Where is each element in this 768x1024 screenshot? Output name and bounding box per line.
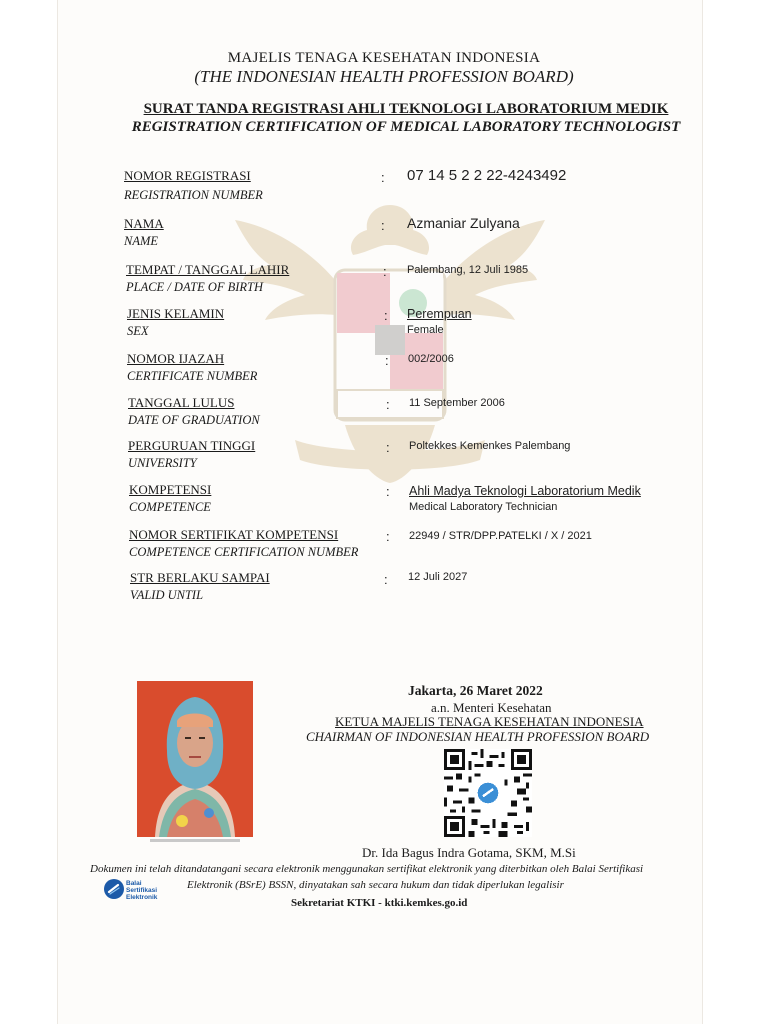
label-registration-english: REGISTRATION NUMBER (124, 188, 263, 202)
holder-portrait-icon (137, 681, 253, 837)
on-behalf-of: a.n. Menteri Kesehatan (431, 700, 552, 715)
label-certificate: NOMOR IJAZAH (127, 351, 225, 366)
separator-colon: : (381, 170, 385, 185)
secretariat-contact: Sekretariat KTKI - ktki.kemkes.go.id (291, 897, 468, 909)
board-name-english: (THE INDONESIAN HEALTH PROFESSION BOARD) (194, 67, 574, 86)
value-registration-number: 07 14 5 2 2 22-4243492 (407, 167, 567, 184)
certificate-title-english: REGISTRATION CERTIFICATION OF MEDICAL LABORATORY TECHNOLOGIST (131, 119, 681, 135)
value-competence-english: Medical Laboratory Technician (409, 501, 558, 513)
qr-code-icon (444, 749, 532, 837)
label-graduation: TANGGAL LULUS (128, 395, 235, 410)
value-name: Azmaniar Zulyana (407, 215, 520, 231)
label-university-english: UNIVERSITY (128, 456, 197, 470)
issue-place-date: Jakarta, 26 Maret 2022 (408, 683, 543, 698)
value-sex-english: Female (407, 324, 444, 336)
label-competence-cert-english: COMPETENCE CERTIFICATION NUMBER (129, 545, 359, 559)
label-birth: TEMPAT / TANGGAL LAHIR (126, 262, 290, 277)
separator-colon: : (385, 353, 389, 368)
signer-name: Dr. Ida Bagus Indra Gotama, SKM, M.Si (362, 845, 576, 860)
bsre-mark-icon (103, 878, 125, 900)
value-certificate: 002/2006 (408, 353, 454, 365)
holder-photo (137, 681, 253, 837)
board-name: MAJELIS TENAGA KESEHATAN INDONESIA (227, 50, 541, 66)
value-graduation: 11 September 2006 (409, 397, 505, 409)
value-sex: Perempuan (407, 307, 472, 321)
label-certificate-english: CERTIFICATE NUMBER (127, 369, 258, 383)
separator-colon: : (384, 308, 388, 323)
separator-colon: : (386, 440, 390, 455)
label-name: NAMA (124, 216, 164, 231)
bsre-logo-text: Balai Sertifikasi Elektronik (126, 880, 158, 901)
value-valid-until: 12 Juli 2027 (408, 571, 468, 583)
label-graduation-english: DATE OF GRADUATION (128, 413, 260, 427)
separator-colon: : (386, 484, 390, 499)
label-competence-cert: NOMOR SERTIFIKAT KOMPETENSI (129, 527, 339, 542)
photo-caption-strip (150, 839, 240, 842)
value-competence-cert: 22949 / STR/DPP.PATELKI / X / 2021 (409, 530, 592, 542)
label-sex-english: SEX (127, 324, 149, 338)
separator-colon: : (386, 529, 390, 544)
value-birth: Palembang, 12 Juli 1985 (407, 264, 529, 276)
signer-role: KETUA MAJELIS TENAGA KESEHATAN INDONESIA (335, 714, 644, 729)
label-university: PERGURUAN TINGGI (128, 438, 256, 453)
certificate-title: SURAT TANDA REGISTRASI AHLI TEKNOLOGI LABORATORIUM MEDIK (143, 101, 669, 117)
label-registration: NOMOR REGISTRASI (124, 168, 251, 183)
label-competence: KOMPETENSI (129, 482, 212, 497)
separator-colon: : (386, 397, 390, 412)
label-valid-until: STR BERLAKU SAMPAI (130, 570, 270, 585)
e-signature-note-line1: Dokumen ini telah ditandatangani secara elektronik menggunakan sertifikat elektronik yang diterbitkan oleh Balai Sertifikasi (90, 863, 644, 875)
label-valid-until-english: VALID UNTIL (130, 588, 204, 602)
label-competence-english: COMPETENCE (129, 500, 211, 514)
value-university: Poltekkes Kemenkes Palembang (409, 440, 571, 452)
label-sex: JENIS KELAMIN (127, 306, 225, 321)
label-birth-english: PLACE / DATE OF BIRTH (126, 280, 264, 294)
label-name-english: NAME (124, 234, 159, 248)
separator-colon: : (384, 572, 388, 587)
e-signature-note-line2: Elektronik (BSrE) BSSN, dinyatakan sah secara hukum dan tidak diperlukan legalisir (187, 879, 564, 891)
separator-colon: : (381, 218, 385, 233)
value-competence: Ahli Madya Teknologi Laboratorium Medik (409, 484, 641, 498)
separator-colon: : (383, 264, 387, 279)
bsre-logo-icon (103, 878, 175, 904)
signer-role-english: CHAIRMAN OF INDONESIAN HEALTH PROFESSION BOARD (306, 729, 650, 744)
